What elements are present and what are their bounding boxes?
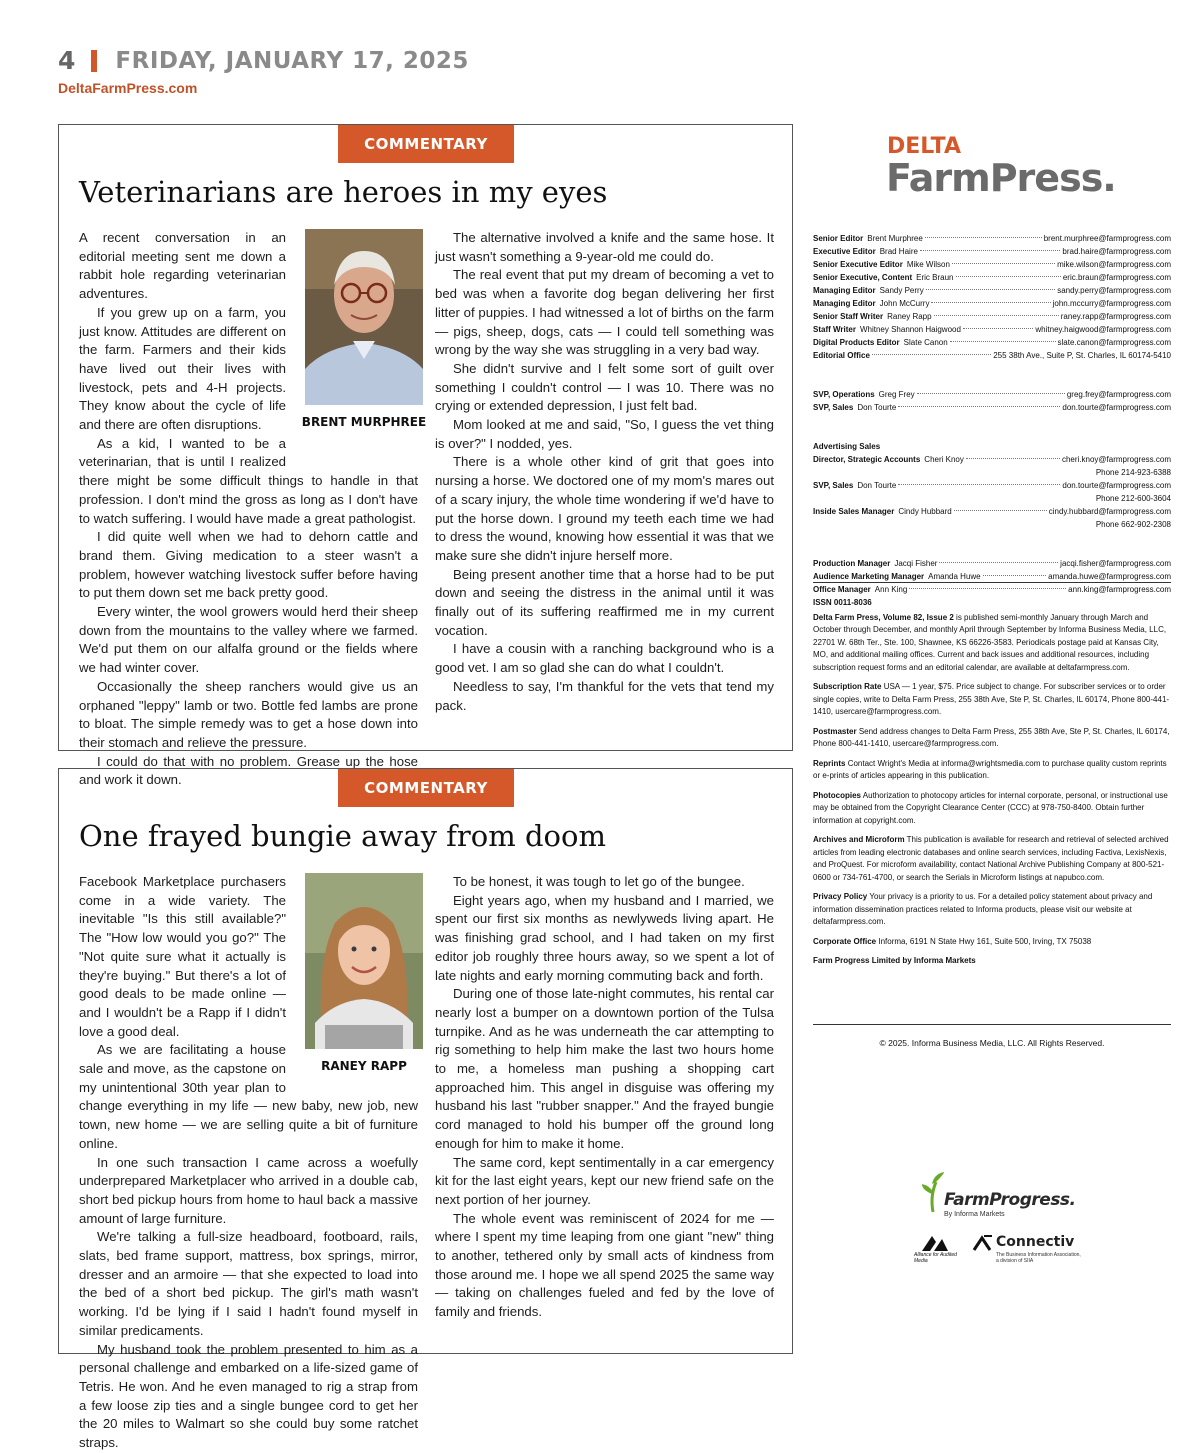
article-headline: Veterinarians are heroes in my eyes (79, 175, 608, 209)
staff-row: Senior Executive Editor Mike Wilson mike.wilson@farmprogress.com (813, 260, 1171, 269)
staff-row: Senior Editor Brent Murphree brent.murphree@farmprogress.com (813, 234, 1171, 243)
paragraph: Facebook Marketplace purchasers come in a wide variety. The inevitable "Is this still available?" The "How low would you go?" The "Not quite sure what it actually is they're buying." But there's a lot of good deals to be made online — and I wouldn't be a Rapp if I didn't love a good deal. (79, 874, 286, 1039)
connectiv-icon (972, 1234, 994, 1252)
advertising-phone: Phone 662-902-2308 (1095, 520, 1171, 529)
article-frayed-bungie (58, 768, 793, 1451)
advertising-heading: Advertising Sales (813, 442, 881, 451)
author-caption: BRENT MURPHREE (301, 415, 427, 429)
staff-row: Senior Staff Writer Raney Rapp raney.rapp@farmprogress.com (813, 312, 1171, 321)
paragraph: In one such transaction I came across a woefully underprepared Marketplacer who arrived in a double cab, short bed pickup hours from home to haul back a massive amount of large furniture. (79, 1154, 418, 1226)
author-photo-block (298, 873, 430, 1087)
staff-row: Editorial Office 255 38th Ave., Suite P, St. Charles, IL 60174-5410 (813, 351, 1171, 360)
connectiv-name: Connectiv (996, 1234, 1075, 1250)
paragraph: Every winter, the wool growers would herd their sheep down from the mountains to the valley where we farmed. We'd put them on our alfalfa ground or the fields where we had winter cover. (79, 604, 418, 676)
aam-logo (914, 1234, 964, 1266)
paragraph: I did quite well when we had to dehorn cattle and brand them. Giving medication to a steer wasn't a problem, however watching livestock suffer before having to put them down set me back pretty good. (79, 529, 418, 601)
advertising-row: SVP, Sales Don Tourte don.tourte@farmprogress.com (813, 481, 1171, 490)
article-column-right (435, 873, 774, 1322)
executive-row: SVP, Sales Don Tourte don.tourte@farmprogress.com (813, 403, 1171, 412)
site-url: DeltaFarmPress.com (58, 80, 198, 96)
staff-row: Staff Writer Whitney Shannon Haigwood whitney.haigwood@farmprogress.com (813, 325, 1171, 334)
article-veterinarians (58, 124, 793, 788)
paragraph: As we are facilitating a house sale and move, as the capstone on my unintentional 30th year plan to change everything in my life — new baby, new job, new town, new home — we are selling quite a bit of furniture online. (79, 1042, 418, 1151)
paragraph: The whole event was reminiscent of 2024 for me — where I spent my time leaping from one giant "new" thing to another, tethered only by small acts of kindness from those around me. I hope we all spend 2025 the same way — taking on challenges fueled and fed by the love of family and friends. (435, 1210, 774, 1320)
paragraph: Mom looked at me and said, "So, I guess the vet thing is over?" I nodded, yes. (435, 417, 774, 451)
paragraph: She didn't survive and I felt some sort of guilt over something I couldn't control — I was 10. There was no crying or extended depression, I just felt bad. (435, 360, 774, 414)
article-column-left (79, 873, 418, 1453)
paragraph: Occasionally the sheep ranchers would give us an orphaned "leppy" lamb or two. Bottle fed lambs are prone to bloat. The simple remedy was to get a hose down into their stomach and relieve the pressure. (79, 678, 418, 750)
connectiv-logo (972, 1234, 1082, 1266)
advertising-phone: Phone 214-923-6388 (1095, 468, 1171, 477)
divider-rule (813, 1024, 1171, 1025)
connectiv-subtitle: The Business Information Association, a division of SIIA (996, 1252, 1081, 1264)
divider-rule (813, 582, 1171, 583)
staff-row: Senior Executive, Content Eric Braun eric.braun@farmprogress.com (813, 273, 1171, 282)
author-caption: RANEY RAPP (321, 1059, 407, 1073)
brand-farmpress: FarmPress. (886, 156, 1116, 200)
leaf-icon (920, 1172, 946, 1214)
production-row: Production Manager Jacqi Fisher jacqi.fisher@farmprogress.com (813, 559, 1171, 568)
paragraph: The same cord, kept sentimentally in a car emergency kit for the last eight years, kept our new friend safe on the next portion of her journey. (435, 1154, 774, 1207)
staff-row: Executive Editor Brad Haire brad.haire@farmprogress.com (813, 247, 1171, 256)
article-column-left (79, 229, 427, 790)
farmprogress-logo (918, 1170, 1078, 1225)
page-number: 4 (58, 46, 76, 75)
staff-row: Digital Products Editor Slate Canon slate.canon@farmprogress.com (813, 338, 1171, 347)
copyright-notice: © 2025. Informa Business Media, LLC. All Rights Reserved. (879, 1038, 1105, 1048)
staff-directory (813, 232, 1171, 596)
author-photo (305, 873, 423, 1049)
paragraph: The real event that put my dream of becoming a vet to bed was when a favorite dog began delivering her first litter of puppies. I had witnessed a lot of births on the farm — pigs, sheep, dogs, cats — I could tell something was wrong by the way she was struggling in a very bad way. (435, 267, 774, 358)
aam-text: Alliance for Audited Media (914, 1252, 957, 1264)
staff-row: Managing Editor John McCurry john.mccurry@farmprogress.com (813, 299, 1171, 308)
paragraph: Needless to say, I'm thankful for the vets that tend my pack. (435, 678, 774, 713)
executive-row: SVP, Operations Greg Frey greg.frey@farmprogress.com (813, 390, 1171, 399)
page-header (58, 46, 469, 96)
article-column-right (435, 229, 774, 715)
paragraph: I have a cousin with a ranching background who is a good vet. I am so glad she can do what I couldn't. (435, 641, 774, 676)
aam-icon (920, 1234, 950, 1252)
issue-date: FRIDAY, JANUARY 17, 2025 (115, 47, 469, 74)
publication-info: ISSN 0011-8036 Delta Farm Press, Volume 82, Issue 2 is published semi-monthly January through March and October through December, and monthly April through September by Informa Business Media, LLC, 22701 W. 68th Ter., Ste. 100, Shawnee, KS 66226-3583. Periodicals postage paid at Kansas City, MO, and additional mailing offices. Current and back issues and additional resources, including subscription request forms and an editorial calendar, are available at deltafarmpress.com. Subscription Rate USA — 1 year, $75. Price subject to change. For subscriber services or to order single copies, write to Delta Farm Press, 255 38th Ave, Ste P, St. Charles, IL 60174, Phone 800-441-1410, usercare@farmprogress.com. Postmaster Send address changes to Delta Farm Press, 255 38th Ave, Ste P, St. Charles, IL 60174, Phone 800-441-1410, usercare@farmprogress.com. Reprints Contact Wright's Media at informa@wrightsmedia.com to purchase quality custom reprints or e-prints of articles appearing in this publication. Photocopies Authorization to photocopy articles for internal corporate, personal, or instructional use may be obtained from the Copyright Clearance Center (CCC) at 978-750-8400. Obtain further information at copyright.com. Archives and Microform This publication is available for research and retrieval of selected archived articles from leading electronic databases and online search services, including Factiva, LexisNexis, and ProQuest. For microform availability, contact National Archive Publishing Company at 800-521-0600 or 734-761-4700, or search the Serials in Microform listings at napubco.com. Privacy Policy Your privacy is a priority to us. For a detailed policy statement about privacy and information dissemination practices related to Informa products, please visit our website at deltafarmpress.com. Corporate Office Informa, 6191 N State Hwy 161, Suite 500, Irving, TX 75038 Farm Progress Limited by Informa Markets (813, 598, 1170, 965)
advertising-phone: Phone 212-600-3604 (1095, 494, 1171, 503)
paragraph: During one of those late-night commutes, his rental car nearly lost a bumper on a downtown portion of the Tulsa turnpike. And as he was underneath the car attempting to rig something to help him make the last two hours home to me, a homeless man pushing a shopping cart approached him. This angel in disguise was offering my husband his last "rubber snapper." And the frayed bungie cord managed to hold his bumper off the ground long enough for him to make it home. (435, 986, 774, 1151)
paragraph: My husband took the problem presented to him as a personal challenge and embarked on a life-sized game of Tetris. He won. And he even managed to rig a strap from a few loose zip ties and a single bungee cord to get her the 20 miles to Walmart so she could buy some ratchet straps. (79, 1341, 418, 1451)
staff-row: Managing Editor Sandy Perry sandy.perry@farmprogress.com (813, 286, 1171, 295)
paragraph: Being present another time that a horse had to be put down and seeing the distress in the animal until it was finally out of its suffering reaffirmed me in my current vocation. (435, 566, 774, 638)
commentary-tag: COMMENTARY (338, 769, 514, 807)
author-photo-block (298, 229, 430, 449)
advertising-row: Director, Strategic Accounts Cheri Knoy cheri.knoy@farmprogress.com (813, 455, 1171, 464)
paragraph: There is a whole other kind of grit that goes into nursing a horse. We doctored one of my mom's mares out of a scary injury, the whole time wondering if we'd have to put the horse down. I ground my teeth each time we had to dress the wound, knowing how essential it was that we make sure she didn't injure herself more. (435, 454, 774, 563)
paragraph: A recent conversation in an editorial meeting sent me down a rabbit hole regarding veterinarian adventures. (79, 230, 286, 302)
commentary-tag: COMMENTARY (338, 125, 514, 163)
paragraph: If you grew up on a farm, you just know. Attitudes are different on the farm. Farmers and their kids have lived out their lives with livestock, pets and 4-H projects. They know about the cycle of life and there are often disruptions. (79, 304, 286, 433)
paragraph: To be honest, it was tough to let go of the bungee. (453, 874, 745, 889)
farmprogress-byline: By Informa Markets (944, 1211, 1005, 1218)
paragraph: Eight years ago, when my husband and I married, we spent our first six months as newlyweds living apart. He was finishing grad school, and I had taken on my first editor job roughly three hours away, so we spent a lot of late nights and early morning commuting back and forth. (435, 892, 774, 983)
header-divider (91, 50, 97, 72)
production-row: Office Manager Ann King ann.king@farmprogress.com (813, 585, 1171, 594)
production-row: Audience Marketing Manager Amanda Huwe amanda.huwe@farmprogress.com (813, 572, 1171, 581)
paragraph: As a kid, I wanted to be a veterinarian, that is until I realized there might be some difficult things to handle in that profession. I don't mind the gross as long as I don't have to watch suffering. I would have made a great pathologist. (79, 435, 418, 526)
farmprogress-name: FarmProgress. (944, 1190, 1076, 1210)
brand-delta: DELTA (887, 134, 961, 159)
advertising-row: Inside Sales Manager Cindy Hubbard cindy.hubbard@farmprogress.com (813, 507, 1171, 516)
issn: ISSN 0011-8036 (813, 598, 872, 607)
paragraph: The alternative involved a knife and the same hose. It just wasn't something a 9-year-old me could do. (435, 230, 774, 264)
author-photo (305, 229, 423, 405)
article-headline: One frayed bungie away from doom (79, 819, 606, 853)
paragraph: I could do that with no problem. Grease up the hose and work it down. (79, 753, 418, 788)
paragraph: We're talking a full-size headboard, footboard, rails, slats, bed frame support, mattress, box springs, mirror, dresser and an armoire — that she expected to load into the bed of a short bed pickup. The girl's math wasn't working. I'd be lying if I said I hadn't found myself in similar predicaments. (79, 1229, 418, 1338)
